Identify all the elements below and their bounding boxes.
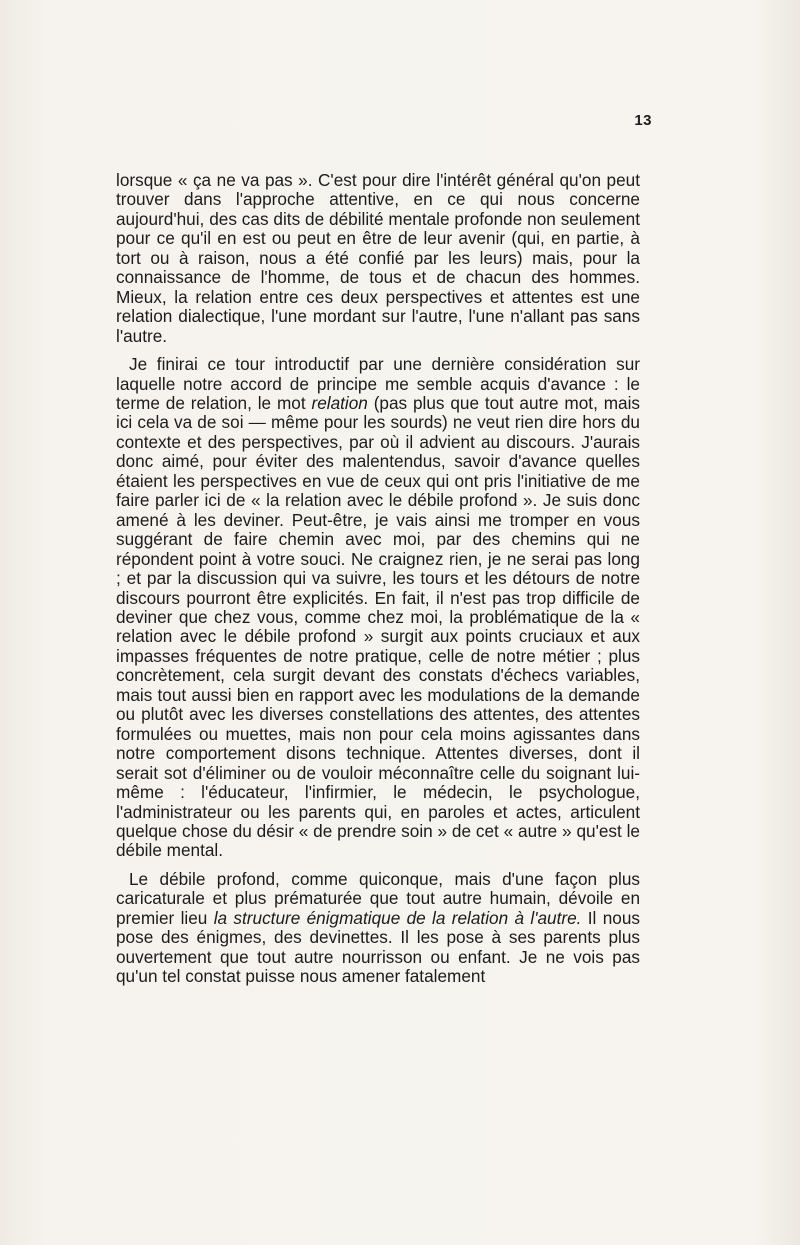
body-text (116, 171, 640, 987)
paragraph-2 (116, 355, 640, 861)
paragraph-2-text-start: Je finirai ce tour introductif par une dernière considération sur laquelle notre accord de principe me semble acquis d'avance : le terme de relation, le mot (116, 354, 640, 413)
paragraph-2-italic: relation (311, 392, 368, 413)
paragraph-1: lorsque « ça ne va pas ». C'est pour dire l'intérêt général qu'on peut trouver dans l'approche attentive, en ce qui nous concerne aujourd'hui, des cas dits de débilité mentale profonde non seulement pour ce qu'il en est ou peut en être de leur avenir (qui, en partie, à tort ou à raison, nous a été confié par les leurs) mais, pour la connaissance de l'homme, de tous et de chacun des hommes. Mieux, la relation entre ces deux perspectives et attentes est une relation dialectique, l'une mordant sur l'autre, l'une n'allant pas sans l'autre. (116, 170, 640, 346)
paragraph-3 (116, 870, 640, 987)
paragraph-3-text-end: Il nous pose des énigmes, des devinettes. Il les pose à ses parents plus ouvertement que tout autre nourrisson ou enfant. Je ne vois pas qu'un tel constat puisse nous amener fatalement (116, 907, 640, 987)
paragraph-2-text-end: (pas plus que tout autre mot, mais ici cela va de soi — même pour les sourds) ne veut rien dire hors du contexte et des perspectives, par où il advient au discours. J'aurais donc aimé, pour éviter des malentendus, savoir d'avance quelles étaient les perspectives en vue de ceux qui ont pris l'initiative de me faire parler ici de « la relation avec le débile profond ». Je suis donc amené à les deviner. Peut-être, je vais ainsi me tromper en vous suggérant de faire chemin avec moi, par des chemins qui ne répondent point à votre souci. Ne craignez rien, je ne serai pas long ; et par la discussion qui va suivre, les tours et les détours de notre discours pourront être explicités. En fait, il n'est pas trop difficile de deviner que chez vous, comme chez moi, la problématique de la « relation avec le débile profond » surgit aux points cruciaux et aux impasses fréquentes de notre pratique, celle de notre métier ; plus concrètement, cela surgit devant des constats d'échecs variables, mais tout aussi bien en rapport avec les modulations de la demande ou plutôt avec les diverses constellations des attentes, des attentes formulées ou muettes, mais non pour cela moins agissantes dans notre comportement disons technique. Attentes diverses, dont il serait sot d'éliminer ou de vouloir méconnaître celle du soignant lui-même : l'éducateur, l'infirmier, le médecin, le psychologue, l'administrateur ou les parents qui, en paroles et actes, articulent quelque chose du désir « de prendre soin » de cet « autre » qu'est le débile mental. (116, 392, 640, 861)
page-number: 13 (634, 112, 652, 129)
paragraph-3-text-start: Le débile profond, comme quiconque, mais d'une façon plus caricaturale et plus prématurée que tout autre humain, dévoile en premier lieu (116, 868, 640, 928)
paragraph-3-italic: la structure énigmatique de la relation à l'autre. (213, 907, 582, 928)
